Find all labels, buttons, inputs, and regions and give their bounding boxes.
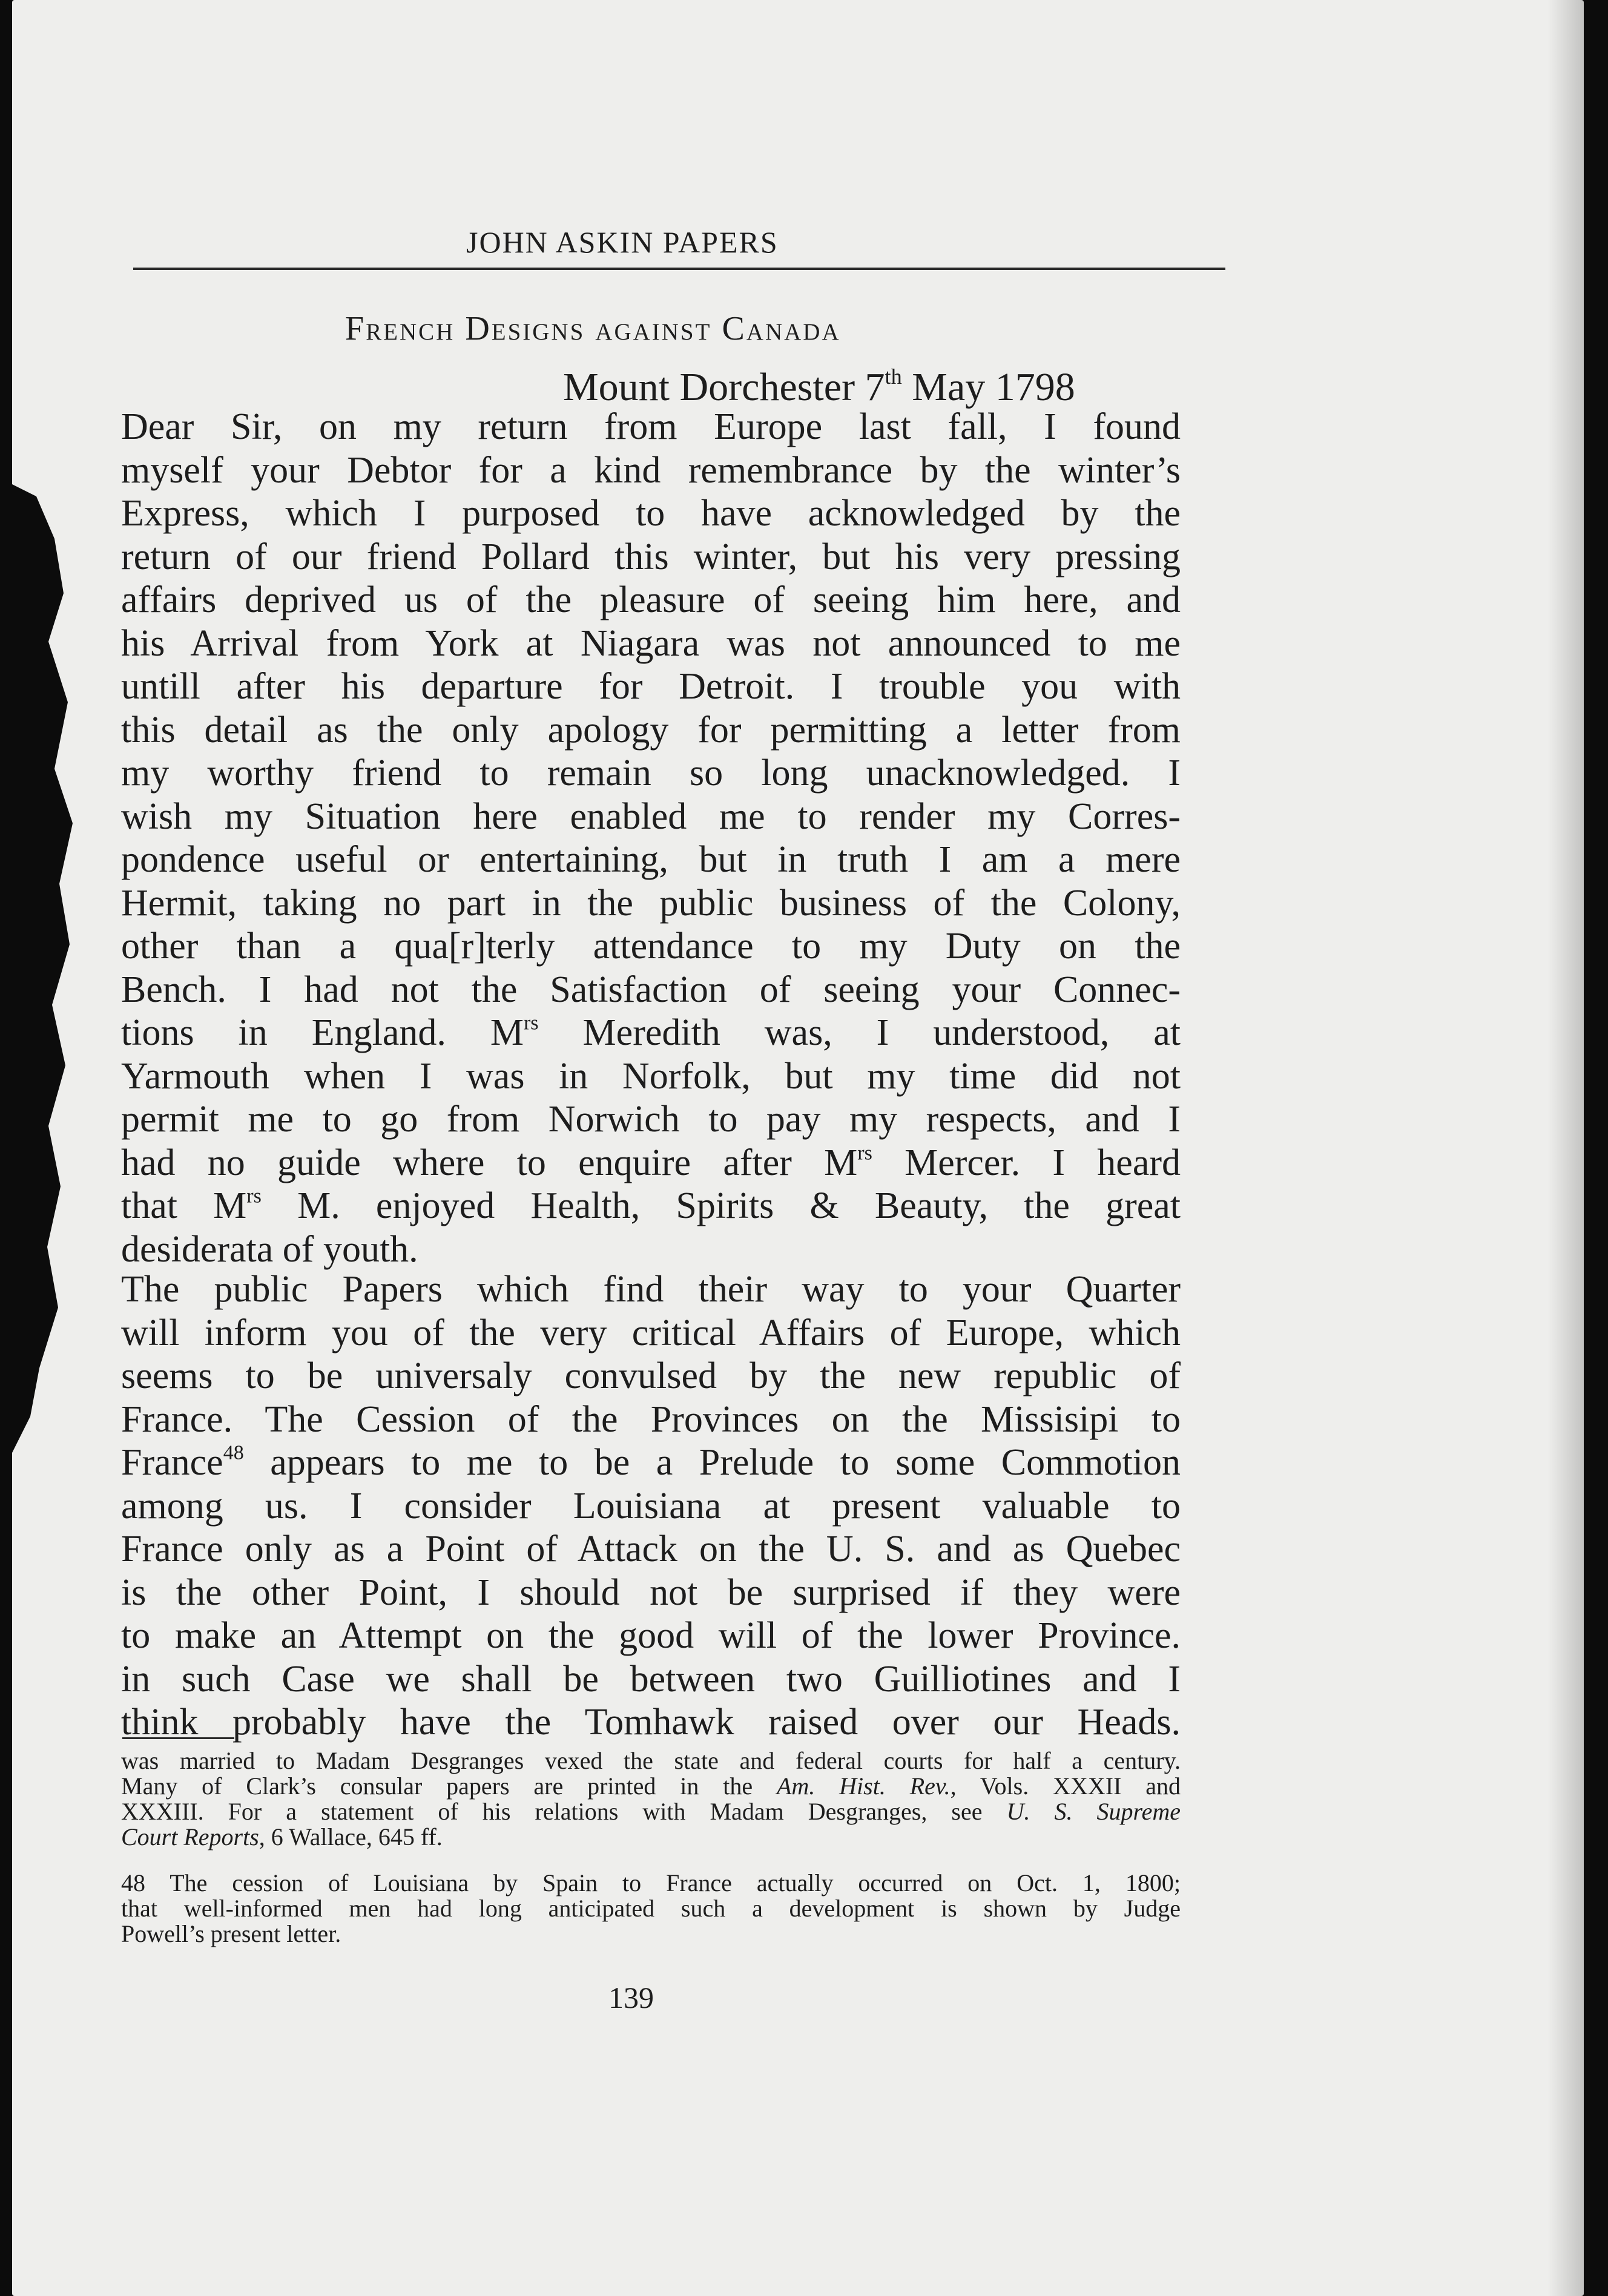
text-line: that well-informed men had long anticipated such a development is shown by Judge [121, 1895, 1181, 1922]
text-line: desiderata of youth. [121, 1228, 418, 1270]
dateline-date: May 1798 [901, 365, 1075, 409]
text-line: affairs deprived us of the pleasure of seeing him here, and [121, 579, 1181, 620]
letter-dateline [563, 363, 1075, 412]
torn-edge [12, 484, 79, 1453]
text-line: had no guide where to enquire after $M^{rs}$ Mercer. I heard [121, 1141, 1181, 1183]
text-line: Dear Sir, on my return from Europe last fall, I found [121, 406, 1181, 447]
text-line: France. The Cession of the Provinces on the Missisipi to [121, 1398, 1181, 1440]
text-line: France only as a Point of Attack on the U. S. and as Quebec [121, 1528, 1181, 1570]
text-line: wish my Situation here enabled me to render my Corres- [121, 795, 1181, 837]
page-header [133, 224, 1225, 270]
footnote-48 [121, 1870, 1181, 1947]
text-line: was married to Madam Desgranges vexed the state and federal courts for half a century. [121, 1747, 1181, 1774]
text-line: permit me to go from Norwich to pay my respects, and I [121, 1099, 1181, 1140]
text-line: tions in England. $M^{rs}$ Meredith was, I understood, at [121, 1011, 1181, 1053]
letter-paragraph-2 [121, 1268, 1181, 1745]
text-line: is the other Point, I should not be surprised if they were [121, 1571, 1181, 1613]
text-line: Many of Clark’s consular papers are printed in the Am. Hist. Rev., Vols. XXXII and [121, 1772, 1181, 1800]
text-line: other than a qua[r]terly attendance to my Duty on the [121, 926, 1181, 967]
text-line: this detail as the only apology for permitting a letter from [121, 709, 1181, 751]
text-line: Bench. I had not the Satisfaction of seeing your Connec- [121, 969, 1181, 1010]
footnote-continued [121, 1748, 1181, 1850]
section-title: French Designs against Canada [345, 310, 841, 347]
text-line: in such Case we shall be between two Guilliotines and I [121, 1658, 1181, 1700]
text-line: will inform you of the very critical Affairs of Europe, which [121, 1312, 1181, 1354]
text-line: 48 The cession of Louisiana by Spain to France actually occurred on Oct. 1, 1800; [121, 1869, 1181, 1896]
text-line: that $M^{rs}$ M. enjoyed Health, Spirits & Beauty, the great [121, 1185, 1181, 1226]
running-head: JOHN ASKIN PAPERS [466, 225, 779, 259]
text-line: France$^{48}$ appears to me to be a Prelude to some Commotion [121, 1441, 1181, 1483]
text-line: return of our friend Pollard this winter, but his very pressing [121, 536, 1181, 577]
dateline-sup: th [885, 364, 902, 389]
text-line: Hermit, taking no part in the public business of the Colony, [121, 882, 1181, 924]
footnote-divider [122, 1737, 234, 1739]
text-line: seems to be universaly convulsed by the new republic of [121, 1355, 1181, 1396]
text-line: among us. I consider Louisiana at present valuable to [121, 1485, 1181, 1527]
page-shadow [1547, 0, 1584, 2296]
text-line: The public Papers which find their way to your Quarter [121, 1269, 1181, 1310]
page-number: 139 [608, 1981, 654, 2015]
text-line: untill after his departure for Detroit. I trouble you with [121, 666, 1181, 707]
letter-paragraph-1 [121, 406, 1181, 1271]
text-line: Express, which I purposed to have acknowledged by the [121, 493, 1181, 534]
text-line: pondence useful or entertaining, but in truth I am a mere [121, 839, 1181, 880]
text-line: XXXIII. For a statement of his relations with Madam Desgranges, see U. S. Supreme [121, 1798, 1181, 1825]
text-line: Court Reports, 6 Wallace, 645 ff. [121, 1823, 443, 1850]
text-line: Powell’s present letter. [121, 1920, 341, 1947]
book-page [12, 0, 1584, 2296]
text-line: his Arrival from York at Niagara was not announced to me [121, 622, 1181, 664]
text-line: Yarmouth when I was in Norfolk, but my time did not [121, 1055, 1181, 1097]
text-line: myself your Debtor for a kind remembrance by the winter’s [121, 449, 1181, 491]
text-line: to make an Attempt on the good will of the lower Province. [121, 1615, 1181, 1656]
text-line: think probably have the Tomhawk raised over our Heads. [121, 1702, 1181, 1743]
text-line: my worthy friend to remain so long unacknowledged. I [121, 752, 1181, 794]
dateline-place: Mount Dorchester 7 [563, 365, 885, 409]
